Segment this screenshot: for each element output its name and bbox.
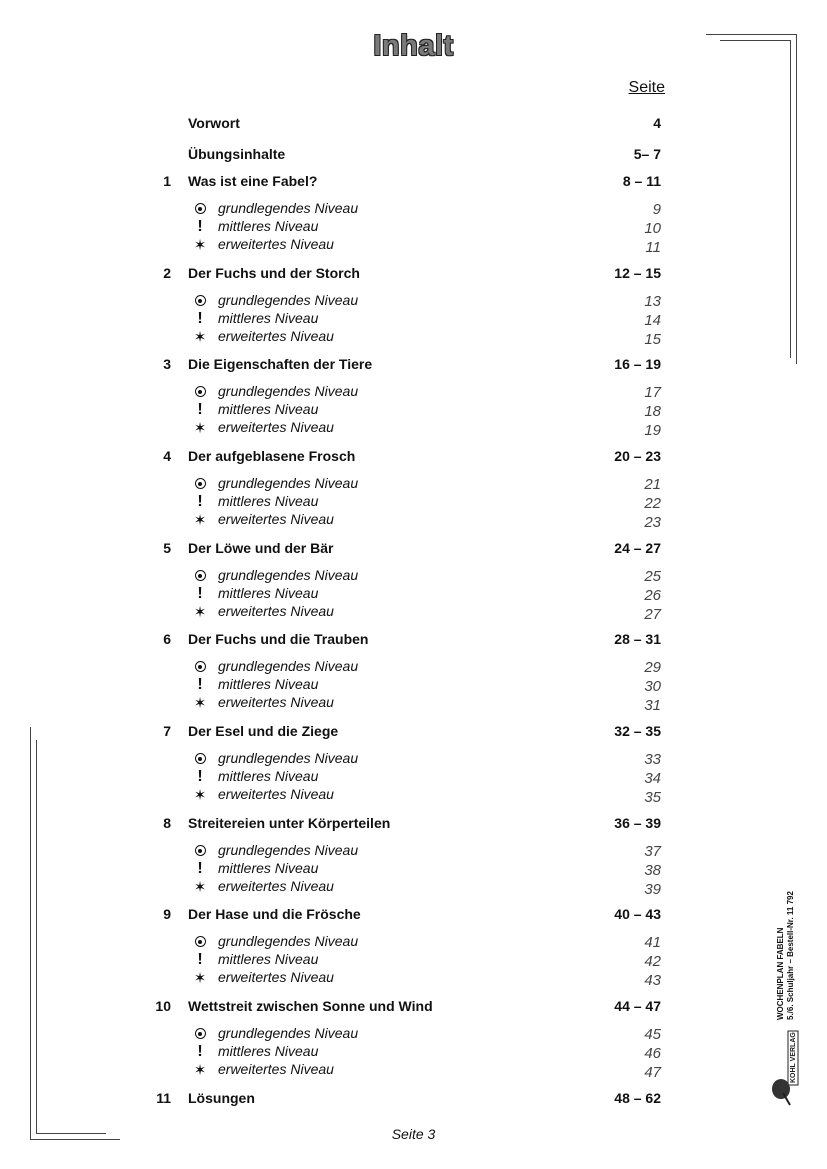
level-entry (0, 969, 827, 989)
level-label: erweitertes Niveau (218, 236, 334, 252)
exclamation-icon: ! (197, 585, 203, 602)
target-icon (193, 842, 207, 858)
level-page: 19 (644, 422, 661, 439)
toc-entry-pages: 8 – 11 (622, 173, 661, 189)
level-label: mittleres Niveau (218, 951, 319, 967)
toc-entry (0, 998, 827, 1018)
toc-entry-title: Der Löwe und der Bär (188, 540, 334, 556)
level-page: 31 (644, 697, 661, 714)
level-entry (0, 694, 827, 714)
exclamation-icon: ! (197, 1043, 203, 1060)
level-entry (0, 933, 827, 953)
level-page: 33 (644, 751, 661, 768)
toc-entry-number: 4 (163, 448, 171, 464)
svg-text:KOHL VERLAG: KOHL VERLAG (790, 1032, 797, 1083)
level-page: 45 (644, 1026, 661, 1043)
target-icon (193, 200, 207, 216)
toc-entry-title: Der Fuchs und der Storch (188, 265, 360, 281)
level-entry (0, 842, 827, 862)
page-footer: Seite 3 (391, 1126, 436, 1142)
toc-entry-title: Vorwort (188, 115, 240, 131)
target-icon (193, 383, 207, 399)
level-entry (0, 419, 827, 439)
toc-entry (0, 815, 827, 835)
toc-entry-pages: 32 – 35 (614, 723, 661, 739)
level-label: erweitertes Niveau (218, 328, 334, 344)
sidebar-line1: WOCHENPLAN FABELN (776, 927, 785, 1020)
target-icon (193, 567, 207, 583)
level-entry (0, 236, 827, 256)
toc-entry (0, 265, 827, 285)
toc-entry-number: 8 (163, 815, 171, 831)
target-icon (193, 750, 207, 766)
sidebar-line2: 5./6. Schuljahr – Bestell-Nr. 11 792 (786, 891, 795, 1020)
toc-entry-number: 10 (155, 998, 171, 1014)
toc-entry-title: Wettstreit zwischen Sonne und Wind (188, 998, 433, 1014)
exclamation-icon: ! (197, 676, 203, 693)
level-label: grundlegendes Niveau (218, 750, 359, 766)
level-entry (0, 310, 827, 330)
toc-entry-pages: 12 – 15 (614, 265, 661, 281)
level-label: erweitertes Niveau (218, 786, 334, 802)
exclamation-icon: ! (197, 218, 203, 235)
level-entry (0, 567, 827, 587)
toc-entry-title: Der Fuchs und die Trauben (188, 631, 369, 647)
target-icon (193, 933, 207, 949)
level-page: 23 (644, 514, 661, 531)
level-entry (0, 511, 827, 531)
toc-entry-title: Der aufgeblasene Frosch (188, 448, 356, 464)
level-entry (0, 292, 827, 312)
level-label: erweitertes Niveau (218, 419, 334, 435)
level-label: erweitertes Niveau (218, 1061, 334, 1077)
exclamation-icon: ! (197, 768, 203, 785)
toc-entry (0, 448, 827, 468)
level-label: mittleres Niveau (218, 401, 319, 417)
level-page: 35 (644, 789, 661, 806)
level-entry (0, 750, 827, 770)
level-page: 9 (652, 201, 661, 218)
level-entry (0, 585, 827, 605)
toc-entry (0, 540, 827, 560)
level-label: erweitertes Niveau (218, 511, 334, 527)
level-page: 21 (644, 476, 661, 493)
level-label: grundlegendes Niveau (218, 292, 359, 308)
sidebar-info (776, 891, 796, 1020)
level-label: grundlegendes Niveau (218, 933, 359, 949)
level-page: 13 (644, 293, 661, 310)
level-page: 25 (644, 568, 661, 585)
level-page: 29 (644, 659, 661, 676)
level-page: 41 (644, 934, 661, 951)
level-page: 39 (644, 881, 661, 898)
level-label: erweitertes Niveau (218, 969, 334, 985)
toc-entry-pages: 40 – 43 (614, 906, 661, 922)
level-label: erweitertes Niveau (218, 603, 334, 619)
level-label: grundlegendes Niveau (218, 1025, 359, 1041)
level-entry (0, 951, 827, 971)
toc-entry-title: Der Esel und die Ziege (188, 723, 339, 739)
star-icon: ✶ (193, 512, 207, 529)
star-icon: ✶ (193, 1062, 207, 1079)
page-column-header: Seite (628, 79, 665, 96)
level-page: 38 (644, 862, 661, 879)
toc-entry-number: 11 (156, 1090, 171, 1106)
level-entry (0, 1025, 827, 1045)
target-icon (193, 292, 207, 308)
target-icon (193, 658, 207, 674)
level-page: 27 (644, 606, 661, 623)
publisher-logo (770, 1027, 800, 1107)
star-icon: ✶ (193, 970, 207, 987)
level-page: 18 (644, 403, 661, 420)
level-entry (0, 200, 827, 220)
level-page: 43 (644, 972, 661, 989)
level-page: 11 (645, 239, 661, 256)
star-icon: ✶ (193, 879, 207, 896)
level-label: grundlegendes Niveau (218, 200, 359, 216)
level-entry (0, 676, 827, 696)
exclamation-icon: ! (197, 951, 203, 968)
level-entry (0, 475, 827, 495)
toc-entry-title: Was ist eine Fabel? (188, 173, 318, 189)
level-entry (0, 218, 827, 238)
level-page: 14 (644, 312, 661, 329)
level-page: 26 (644, 587, 661, 604)
level-entry (0, 383, 827, 403)
toc-entry-number: 5 (163, 540, 171, 556)
exclamation-icon: ! (197, 493, 203, 510)
toc-entry (0, 356, 827, 376)
level-entry (0, 493, 827, 513)
level-label: grundlegendes Niveau (218, 658, 359, 674)
level-page: 47 (644, 1064, 661, 1081)
toc-entry (0, 115, 827, 135)
level-entry (0, 786, 827, 806)
toc-entry (0, 906, 827, 926)
toc-entry-number: 3 (163, 356, 171, 372)
toc-entry-pages: 5– 7 (633, 146, 661, 162)
star-icon: ✶ (193, 237, 207, 254)
toc-entry-number: 2 (163, 265, 171, 281)
toc-entry-title: Streitereien unter Körperteilen (188, 815, 391, 831)
level-label: mittleres Niveau (218, 585, 319, 601)
level-label: mittleres Niveau (218, 1043, 319, 1059)
page-title: Inhalt (373, 30, 454, 62)
star-icon: ✶ (193, 329, 207, 346)
level-label: grundlegendes Niveau (218, 567, 359, 583)
toc-entry-title: Die Eigenschaften der Tiere (188, 356, 373, 372)
toc-entry (0, 723, 827, 743)
level-label: mittleres Niveau (218, 218, 319, 234)
star-icon: ✶ (193, 420, 207, 437)
toc-entry-pages: 36 – 39 (614, 815, 661, 831)
level-label: mittleres Niveau (218, 310, 319, 326)
toc-entry-number: 6 (163, 631, 171, 647)
toc-entry-pages: 48 – 62 (614, 1090, 661, 1106)
level-entry (0, 658, 827, 678)
level-entry (0, 768, 827, 788)
toc-entry (0, 173, 827, 193)
level-page: 42 (644, 953, 661, 970)
toc-entry-pages: 20 – 23 (614, 448, 661, 464)
level-page: 17 (644, 384, 661, 401)
level-entry (0, 603, 827, 623)
exclamation-icon: ! (197, 401, 203, 418)
level-entry (0, 1061, 827, 1081)
level-entry (0, 401, 827, 421)
level-page: 10 (644, 220, 661, 237)
level-page: 46 (644, 1045, 661, 1062)
toc-entry-title: Lösungen (188, 1090, 255, 1106)
star-icon: ✶ (193, 787, 207, 804)
toc-entry-title: Der Hase und die Frösche (188, 906, 361, 922)
toc-entry-pages: 24 – 27 (614, 540, 661, 556)
exclamation-icon: ! (197, 860, 203, 877)
level-page: 30 (644, 678, 661, 695)
level-entry (0, 860, 827, 880)
level-label: mittleres Niveau (218, 493, 319, 509)
toc-entry-number: 9 (163, 906, 171, 922)
exclamation-icon: ! (197, 310, 203, 327)
level-label: grundlegendes Niveau (218, 383, 359, 399)
toc-entry (0, 631, 827, 651)
toc-entry-pages: 28 – 31 (614, 631, 661, 647)
level-page: 15 (644, 331, 661, 348)
level-label: grundlegendes Niveau (218, 475, 359, 491)
level-page: 37 (644, 843, 661, 860)
level-label: mittleres Niveau (218, 676, 319, 692)
toc-entry-number: 7 (163, 723, 171, 739)
level-entry (0, 878, 827, 898)
level-page: 34 (644, 770, 661, 787)
level-page: 22 (644, 495, 661, 512)
level-entry (0, 328, 827, 348)
level-label: mittleres Niveau (218, 860, 319, 876)
toc-entry-pages: 4 (653, 115, 661, 131)
toc-entry-title: Übungsinhalte (188, 146, 286, 162)
star-icon: ✶ (193, 604, 207, 621)
level-label: erweitertes Niveau (218, 694, 334, 710)
toc-entry-pages: 16 – 19 (614, 356, 661, 372)
toc-entry (0, 1090, 827, 1110)
star-icon: ✶ (193, 695, 207, 712)
level-entry (0, 1043, 827, 1063)
level-label: grundlegendes Niveau (218, 842, 359, 858)
level-label: erweitertes Niveau (218, 878, 334, 894)
toc-entry (0, 146, 827, 166)
target-icon (193, 1025, 207, 1041)
target-icon (193, 475, 207, 491)
toc-entry-number: 1 (163, 173, 171, 189)
level-label: mittleres Niveau (218, 768, 319, 784)
toc-entry-pages: 44 – 47 (614, 998, 661, 1014)
